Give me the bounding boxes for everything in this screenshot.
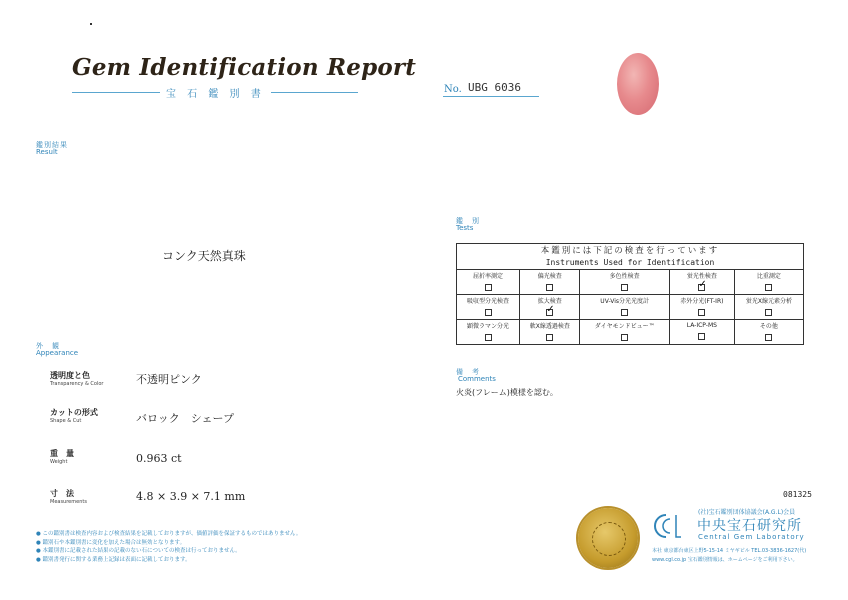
cgl-logo-icon (652, 511, 682, 541)
report-title: Gem Identification Report (72, 54, 417, 81)
test-label: LA-ICP-MS (686, 322, 717, 329)
test-cell (457, 320, 520, 345)
appearance-row-label: 重 量 (50, 449, 74, 458)
checked-box-icon (698, 284, 705, 291)
checkbox-icon (621, 284, 628, 291)
report-number-label: No. (444, 84, 462, 95)
gem-photo (617, 53, 659, 115)
gold-seal-icon (578, 508, 638, 568)
test-cell (734, 270, 803, 295)
comments-label-en: Comments (458, 375, 496, 383)
address-line: 本社 東京都台東区上野5-15-14 ミヤギビル TEL.03-3836-1627(代) (652, 548, 807, 554)
disclaimer-note: ● 鑑別石や本鑑別書に変化を加えた場合は無効となります。 (36, 539, 186, 546)
appearance-row-value: 4.8 × 3.9 × 7.1 mm (136, 490, 246, 503)
test-cell (520, 295, 580, 320)
checkbox-icon (698, 333, 705, 340)
serial-number: 081325 (783, 490, 812, 499)
result-label-jp: 鑑別結果 (36, 141, 68, 149)
checkbox-icon (765, 334, 772, 341)
checkbox-icon (765, 309, 772, 316)
result-value: コンク天然真珠 (162, 249, 246, 263)
appearance-row-label: 透明度と色 (50, 371, 90, 380)
tests-label-jp: 鑑 別 (456, 217, 480, 225)
checkbox-icon (698, 309, 705, 316)
org-membership: (社)宝石鑑別団体協議会(A.G.L)会員 (698, 509, 796, 516)
test-label: 屈折率測定 (473, 273, 504, 280)
disclaimer-notes (36, 530, 301, 564)
test-label: 軟X線透過検査 (529, 323, 570, 330)
appearance-row-label-en: Measurements (50, 499, 87, 505)
checkbox-icon (765, 284, 772, 291)
appearance-row-value: バロック シェープ (136, 412, 235, 425)
org-name-en: Central Gem Laboratory (698, 533, 805, 541)
test-cell (457, 270, 520, 295)
website-line: www.cgl.co.jp 宝石鑑別情報は、ホームページをご利用下さい。 (652, 557, 798, 563)
test-label: ダイヤモンドビュー™ (594, 323, 655, 330)
appearance-row-label: カットの形式 (50, 408, 98, 417)
comments-value: 火炎(フレーム)模様を認む。 (456, 388, 558, 397)
appearance-label-en: Appearance (36, 349, 79, 357)
checkbox-icon (546, 284, 553, 291)
appearance-row-label-en: Transparency & Color (50, 381, 104, 387)
checkbox-icon (621, 309, 628, 316)
test-cell (734, 295, 803, 320)
test-cell (580, 320, 669, 345)
tests-label-en: Tests (456, 224, 474, 232)
test-cell (520, 320, 580, 345)
disclaimer-note: ● この鑑別書は検査内容および検査結果を記載しておりますが、価値評価を保証するものではありません。 (36, 531, 302, 537)
test-label: 多色性検査 (609, 273, 640, 280)
appearance-row-value: 不透明ピンク (136, 373, 202, 386)
checked-box-icon (546, 309, 553, 316)
report-number: UBG 6036 (468, 81, 521, 94)
appearance-row-measurements (50, 488, 87, 505)
appearance-row-label-en: Weight (50, 459, 68, 465)
test-cell (457, 295, 520, 320)
checkbox-icon (546, 334, 553, 341)
test-cell (580, 295, 669, 320)
test-cell (734, 320, 803, 345)
appearance-row-weight (50, 448, 74, 465)
test-label: 赤外分光(FT-IR) (680, 298, 724, 305)
tests-header-en: Instruments Used for Identification (457, 256, 804, 270)
test-label: 比重測定 (756, 273, 781, 280)
appearance-row-value: 0.963 ct (136, 452, 182, 465)
org-address (652, 547, 806, 565)
disclaimer-note: ● 鑑別書発行に関する業務上記録は表面に記載しております。 (36, 556, 191, 563)
appearance-row-color (50, 370, 103, 387)
appearance-row-label-en: Shape & Cut (50, 418, 82, 424)
checkbox-icon (485, 334, 492, 341)
result-label-en: Result (36, 148, 58, 156)
test-cell (669, 320, 734, 345)
test-cell (669, 270, 734, 295)
appearance-row-label: 寸 法 (50, 489, 74, 498)
appearance-label-jp: 外 観 (36, 342, 60, 350)
disclaimer-note: ● 本鑑別書に記載された結果の記載のない石についての検査は行っておりません。 (36, 548, 241, 554)
tests-table (456, 243, 804, 345)
test-cell (580, 270, 669, 295)
checkbox-icon (485, 284, 492, 291)
test-label: その他 (759, 323, 778, 330)
report-subtitle: 宝 石 鑑 別 書 (160, 85, 271, 100)
checkbox-icon (485, 309, 492, 316)
test-label: 蛍光性検査 (686, 273, 717, 280)
test-label: 蛍光X線元素分析 (745, 298, 792, 305)
test-label: UV-Vis分光光度計 (600, 298, 650, 305)
test-cell (669, 295, 734, 320)
checkbox-icon (621, 334, 628, 341)
ink-dot (90, 23, 92, 25)
test-label: 偏光検査 (537, 273, 562, 280)
tests-header-jp: 本鑑別には下記の検査を行っています (457, 244, 804, 257)
appearance-row-cut (50, 407, 98, 424)
test-label: 拡大検査 (537, 298, 562, 305)
test-cell (520, 270, 580, 295)
test-label: 吸収型分光検査 (467, 298, 510, 305)
report-number-rule (443, 96, 539, 97)
comments-label-jp: 備 考 (456, 368, 480, 376)
org-name-jp: 中央宝石研究所 (697, 518, 802, 534)
test-label: 顕微ラマン分光 (467, 323, 510, 330)
